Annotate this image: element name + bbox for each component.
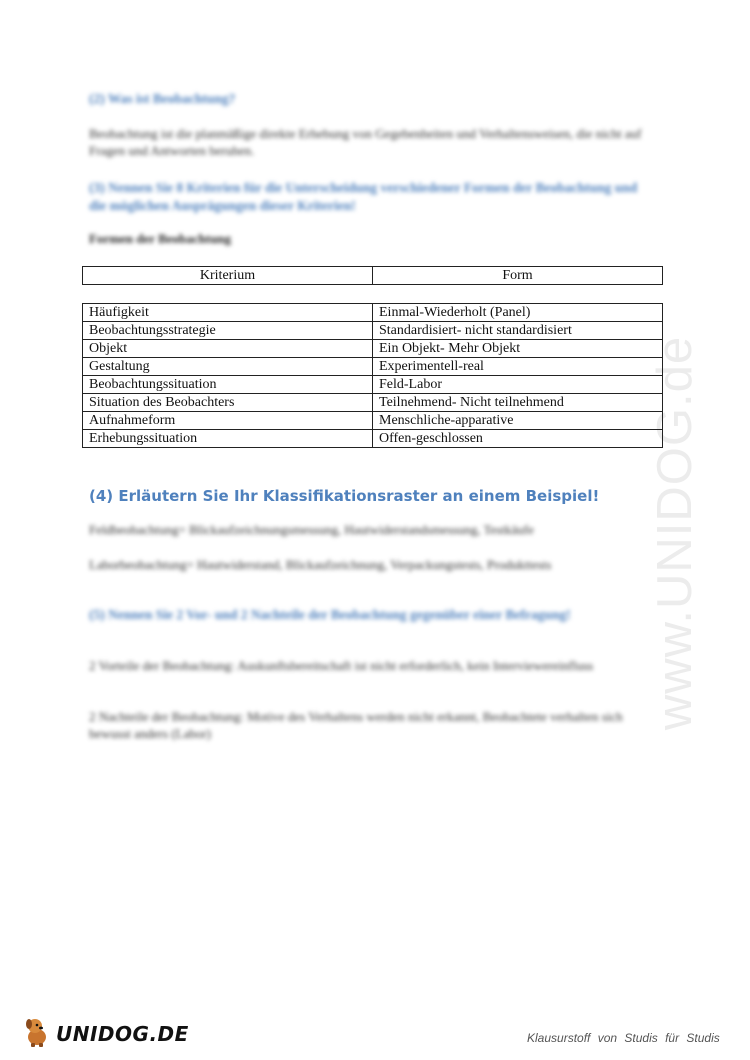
cell-form: Standardisiert- nicht standardisiert bbox=[373, 322, 663, 340]
cell-kriterium: Objekt bbox=[83, 340, 373, 358]
cell-form: Feld-Labor bbox=[373, 376, 663, 394]
header-form: Form bbox=[373, 267, 663, 285]
table-row bbox=[83, 394, 663, 412]
table-row bbox=[83, 358, 663, 376]
cell-form: Menschliche-apparative bbox=[373, 412, 663, 430]
cell-kriterium: Gestaltung bbox=[83, 358, 373, 376]
cell-kriterium: Beobachtungsstrategie bbox=[83, 322, 373, 340]
cell-form: Teilnehmend- Nicht teilnehmend bbox=[373, 394, 663, 412]
table-row bbox=[83, 376, 663, 394]
question-2-answer: Beobachtung ist die planmäßige direkte Erhebung von Gegebenheiten und Verhaltensweisen, die nicht auf Fragen und Antworten beruhen. bbox=[89, 126, 642, 158]
question-5-heading: (5) Nennen Sie 2 Vor- und 2 Nachteile der Beobachtung gegenüber einer Befragung! bbox=[89, 607, 571, 622]
cell-kriterium: Häufigkeit bbox=[83, 304, 373, 322]
question-4-answer-lab: Laborbeobachtung= Hautwiderstand, Blickaufzeichnung, Verpackungstests, Produkttests bbox=[89, 557, 552, 572]
cell-kriterium: Erhebungssituation bbox=[83, 430, 373, 448]
table-row bbox=[83, 412, 663, 430]
cell-form: Experimentell-real bbox=[373, 358, 663, 376]
question-4-answer-field: Feldbeobachtung= Blickaufzeichnungsmessung, Hautwiderstandsmessung, Testkäufe bbox=[89, 522, 534, 537]
table-row bbox=[83, 340, 663, 358]
dog-mascot-icon bbox=[22, 1015, 52, 1052]
table-row bbox=[83, 304, 663, 322]
header-kriterium: Kriterium bbox=[83, 267, 373, 285]
logo-wordmark: UNIDOG.DE bbox=[56, 1021, 189, 1046]
watermark: www.UNIDOG.de bbox=[648, 335, 702, 731]
question-3-heading: (3) Nennen Sie 8 Kriterien für die Unterscheidung verschiedener Formen der Beobachtung und die möglichen Ausprägungen dieser Kriterien! bbox=[89, 180, 638, 213]
table-section-label: Formen der Beobachtung bbox=[89, 231, 232, 246]
question-5-advantages: 2 Vorteile der Beobachtung: Auskunftsbereitschaft ist nicht erforderlich, kein Interviewereinfluss bbox=[89, 658, 594, 673]
cell-kriterium: Aufnahmeform bbox=[83, 412, 373, 430]
criteria-table-header bbox=[82, 266, 663, 285]
cell-kriterium: Beobachtungssituation bbox=[83, 376, 373, 394]
footer-tagline: Klausurstoff von Studis für Studis bbox=[527, 1031, 720, 1045]
criteria-table bbox=[82, 303, 663, 448]
question-5-disadvantages: 2 Nachteile der Beobachtung: Motive des Verhaltens werden nicht erkannt, Beobachtete verhalten sich bewusst anders (Labor) bbox=[89, 709, 623, 741]
cell-form: Ein Objekt- Mehr Objekt bbox=[373, 340, 663, 358]
cell-kriterium: Situation des Beobachters bbox=[83, 394, 373, 412]
table-row bbox=[83, 430, 663, 448]
question-4-heading: (4) Erläutern Sie Ihr Klassifikationsraster an einem Beispiel! bbox=[89, 487, 600, 505]
table-row bbox=[83, 322, 663, 340]
cell-form: Einmal-Wiederholt (Panel) bbox=[373, 304, 663, 322]
question-2-heading: (2) Was ist Beobachtung? bbox=[89, 91, 236, 106]
unidog-logo bbox=[22, 1015, 189, 1052]
cell-form: Offen-geschlossen bbox=[373, 430, 663, 448]
